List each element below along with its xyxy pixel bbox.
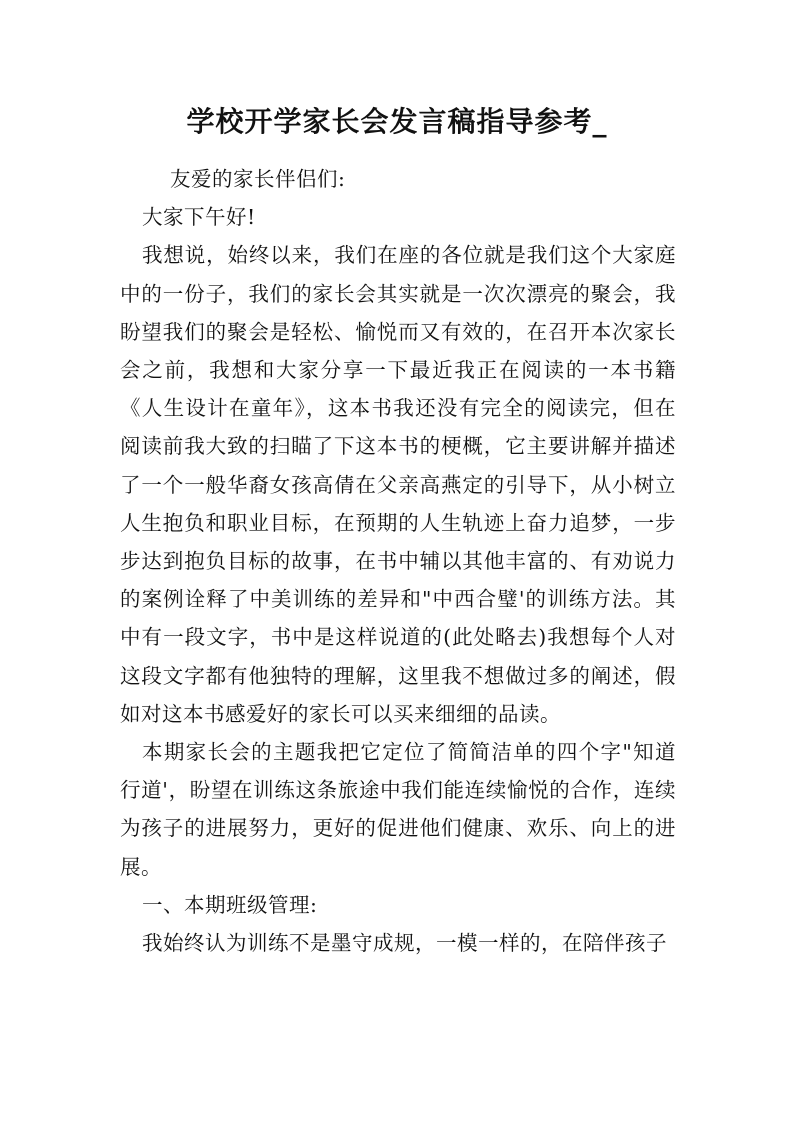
paragraph-intro: 我想说，始终以来，我们在座的各位就是我们这个大家庭中的一份子，我们的家长会其实就是一次次漂亮的聚会，我盼望我们的聚会是轻松、愉悦而又有效的，在召开本次家长会之前，我想和大家分享一下最近我正在阅读的一本书籍《人生设计在童年》，这本书我还没有完全的阅读完，但在阅读前我大致的扫瞄了下这本书的梗概，它主要讲解并描述了一个一般华裔女孩高倩在父亲高燕定的引导下，从小树立人生抱负和职业目标，在预期的人生轨迹上奋力追梦，一步步达到抱负目标的故事，在书中辅以其他丰富的、有劝说力的案例诠释了中美训练的差异和"中西合璧'的训练方法。其中有一段文字，书中是这样说道的(此处略去)我想每个人对这段文字都有他独特的理解，这里我不想做过多的阐述，假如对这本书感爱好的家长可以买来细细的品读。 [120, 243, 676, 726]
document-title: 学校开学家长会发言稿指导参考_ [186, 105, 608, 138]
salutation: 友爱的家长伴侣们: [170, 167, 346, 191]
paragraph-theme: 本期家长会的主题我把它定位了简简洁单的四个字"知道行道'，盼望在训练这条旅途中我们能连续愉悦的合作，连续为孩子的进展努力，更好的促进他们健康、欢乐、向上的进展。 [120, 740, 676, 879]
paragraph-class-management: 我始终认为训练不是墨守成规，一模一样的，在陪伴孩子 [142, 931, 667, 956]
document-body [120, 160, 676, 962]
greeting: 大家下午好! [142, 205, 256, 230]
section-heading-class-management: 一、本期班级管理: [142, 892, 318, 917]
